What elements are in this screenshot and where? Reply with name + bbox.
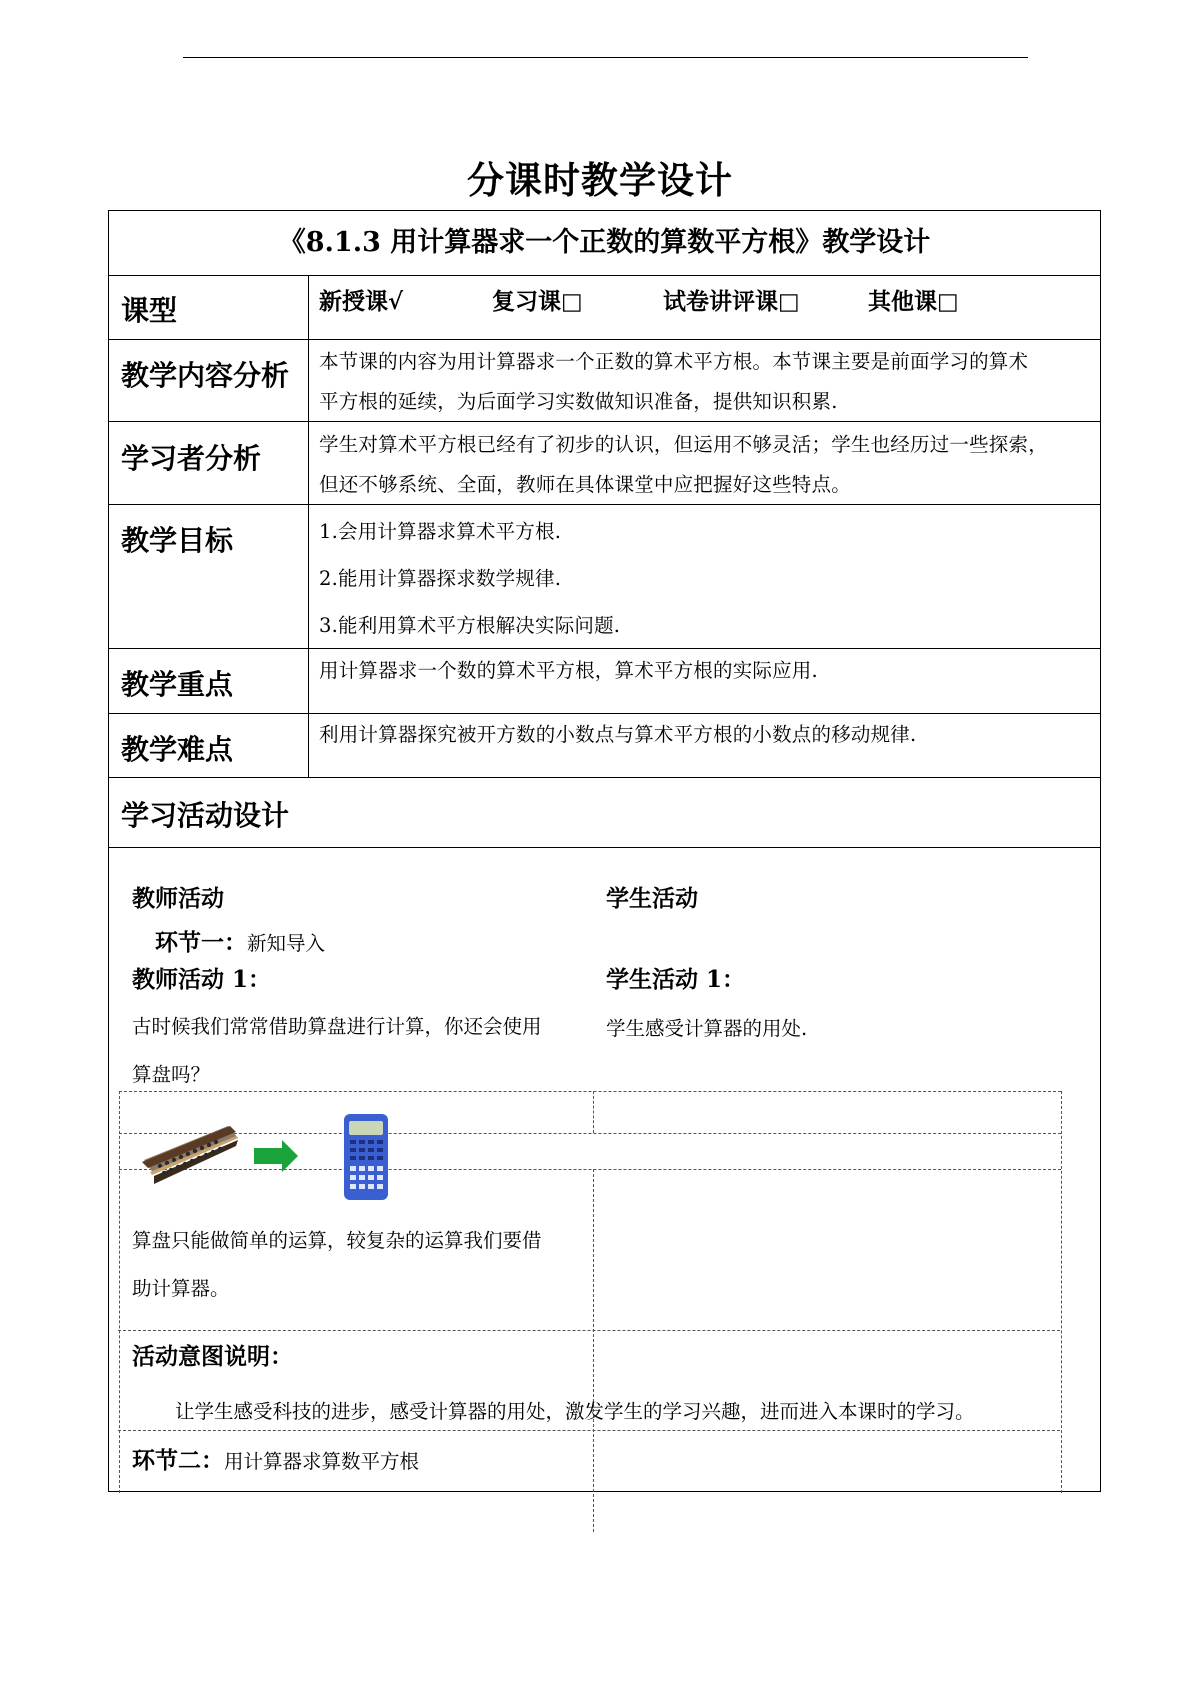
intent-text: 让学生感受科技的进步，感受计算器的用处，激发学生的学习兴趣，进而进入本课时的学习。 (175, 1400, 975, 1423)
activity-design-label: 学习活动设计 (121, 799, 290, 832)
objectives-list (319, 508, 1089, 649)
teacher-activity-1-title: 教师活动 1： (132, 966, 272, 993)
teacher-question-line: 古时候我们常常借助算盘进行计算，你还会使用 (132, 1015, 542, 1038)
dashed-rule (118, 1330, 1060, 1331)
lesson-type-new: 新授课√ (319, 288, 404, 315)
teacher-activity-1-note (132, 1217, 592, 1313)
lesson-type-exam-review: 试卷讲评课□ (663, 288, 800, 315)
stage-two-label: 环节二： (132, 1447, 224, 1474)
student-activity-1-title: 学生活动 1： (606, 966, 746, 993)
learner-analysis-line: 但还不够系统、全面，教师在具体课堂中应把握好这些特点。 (319, 473, 851, 496)
calculator-icon (344, 1114, 388, 1200)
label-column-divider (308, 275, 309, 777)
arrow-right-icon (254, 1140, 298, 1172)
objective-item: 2.能用计算器探求数学规律. (319, 567, 562, 590)
objective-item: 1.会用计算器求算术平方根. (319, 520, 562, 543)
dashed-rule (119, 1091, 120, 1493)
stage-two (132, 1442, 419, 1475)
objectives-label: 教学目标 (121, 524, 234, 557)
teacher-activity-1-question (132, 1003, 592, 1099)
dashed-rule (593, 1091, 594, 1133)
stage-one-label: 环节一： (155, 929, 247, 956)
abacus-icon (142, 1126, 238, 1184)
teacher-activity-header: 教师活动 (132, 885, 224, 912)
dashed-rule (593, 1169, 594, 1532)
learner-analysis-line: 学生对算术平方根已经有了初步的认识，但运用不够灵活；学生也经历过一些探索， (319, 433, 1048, 456)
header-rule (183, 57, 1028, 58)
difficulties-label: 教学难点 (121, 733, 234, 766)
lesson-subtitle: 《8.1.3 用计算器求一个正数的算数平方根》教学设计 (278, 227, 931, 258)
teacher-question-line: 算盘吗？ (132, 1063, 211, 1086)
teacher-note-line: 算盘只能做简单的运算，较复杂的运算我们要借 (132, 1229, 542, 1252)
row-divider (109, 339, 1100, 340)
student-activity-1-text: 学生感受计算器的用处. (606, 1017, 808, 1040)
content-analysis-line: 本节课的内容为用计算器求一个正数的算术平方根。本节课主要是前面学习的算术 (319, 350, 1029, 373)
student-activity-header: 学生活动 (606, 885, 698, 912)
lesson-type-review: 复习课□ (492, 288, 583, 315)
row-divider (109, 847, 1100, 848)
intent-title: 活动意图说明： (132, 1343, 293, 1370)
learner-analysis-label: 学习者分析 (121, 442, 262, 475)
content-analysis-label: 教学内容分析 (121, 359, 290, 392)
key-points-label: 教学重点 (121, 668, 234, 701)
dashed-rule (118, 1430, 1060, 1431)
objective-item: 3.能利用算术平方根解决实际问题. (319, 614, 621, 637)
page-title: 分课时教学设计 (467, 158, 733, 202)
content-analysis-text (319, 342, 1089, 422)
row-divider (109, 713, 1100, 714)
key-points-text: 用计算器求一个数的算术平方根，算术平方根的实际应用. (319, 659, 818, 682)
lesson-type-other: 其他课□ (868, 288, 959, 315)
stage-one-name: 新知导入 (247, 932, 326, 955)
stage-two-name: 用计算器求算数平方根 (224, 1450, 420, 1473)
learner-analysis-text (319, 425, 1089, 505)
difficulties-text: 利用计算器探究被开方数的小数点与算术平方根的小数点的移动规律. (319, 723, 917, 746)
row-divider (109, 777, 1100, 778)
content-analysis-line: 平方根的延续，为后面学习实数做知识准备，提供知识积累. (319, 390, 838, 413)
lesson-type-label: 课型 (121, 294, 178, 327)
teacher-note-line: 助计算器。 (132, 1277, 230, 1300)
row-divider (109, 275, 1100, 276)
stage-one (155, 924, 325, 957)
dashed-rule (1061, 1091, 1062, 1493)
abacus-to-calculator-illustration (140, 1112, 400, 1204)
